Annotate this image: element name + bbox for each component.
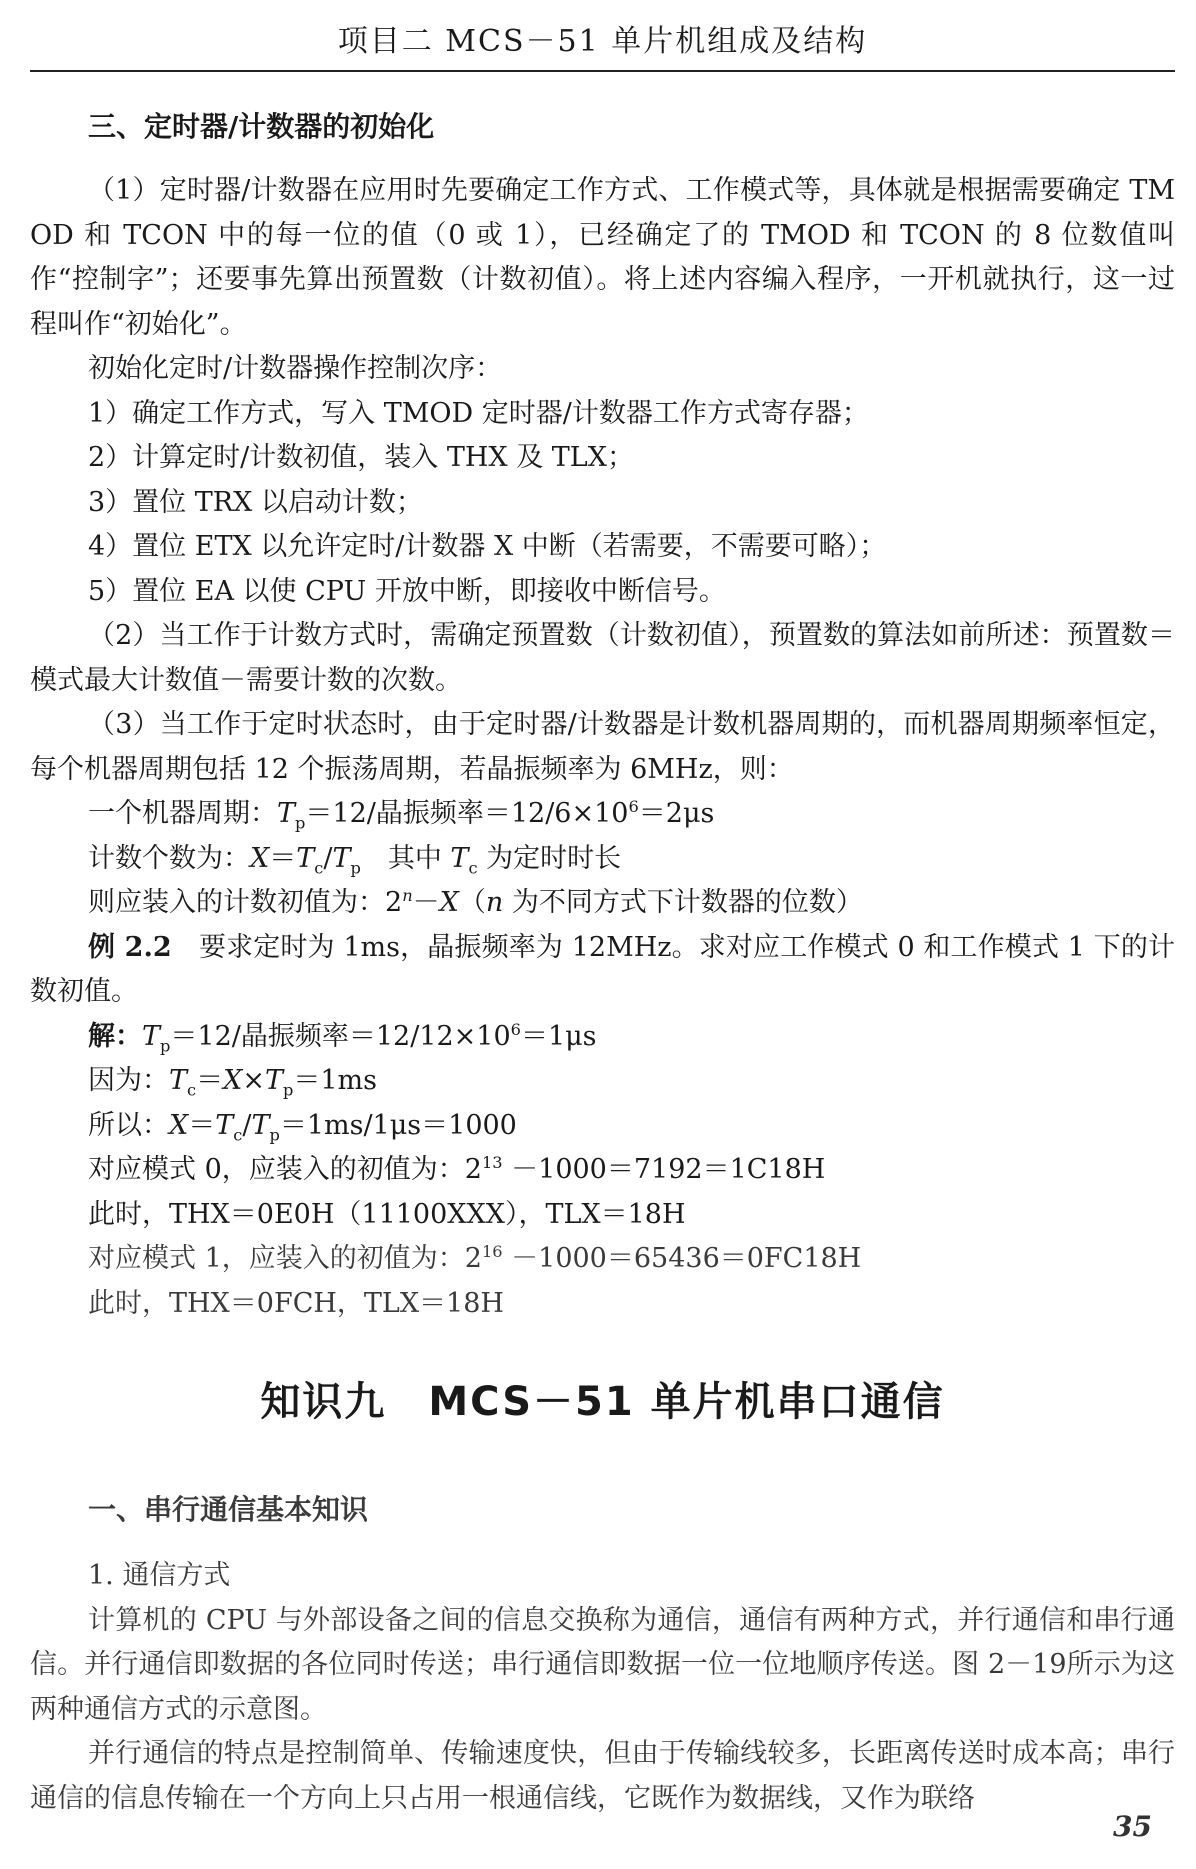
solution-line: 解：$T_p=12/$晶振频率$=12/12\times 10^6=1\mu s$ [88, 1019, 597, 1055]
formula-count-number: 计数个数为：$X=T_c/T_p$ 其中 $T_c$ 为定时时长 [88, 842, 622, 877]
header-rule [30, 70, 1175, 72]
paragraph-timer-mode: （3）当工作于定时状态时，由于定时器/计数器是计数机器周期的，而机器周期频率恒定，每个机器周期包括 12 个振荡周期，若晶振频率为 6MHz，则： [30, 709, 1175, 785]
therefore-line: 所以：$X=T_c/T_p=1ms/1\mu s=1000$ [88, 1109, 517, 1144]
mode0-registers: 此时，THX＝0E0H（11100XXX），TLX＝18H [88, 1198, 686, 1230]
mode0-initial-value: 对应模式 0，应装入的初值为：$2^{13} -1000=7192=1C18H$ [88, 1153, 826, 1185]
section-heading-serial-basics: 一、串行通信基本知识 [88, 1493, 369, 1526]
mode1-initial-value: 对应模式 1，应装入的初值为：$2^{16} -1000=65436=0FC18H$ [88, 1242, 862, 1274]
subheading-comm-modes: 1. 通信方式 [88, 1560, 231, 1591]
example-label: 例 2.2 [88, 931, 172, 963]
init-step-5: 5）置位 EA 以使 CPU 开放中断，即接收中断信号。 [88, 575, 726, 607]
paragraph-parallel-features: 并行通信的特点是控制简单、传输速度快，但由于传输线较多，长距离传送时成本高；串行通信的信息传输在一个方向上只占用一根通信线，它既作为数据线，又作为联络 [30, 1738, 1175, 1814]
init-step-1: 1）确定工作方式，写入 TMOD 定时器/计数器工作方式寄存器； [88, 397, 869, 429]
init-order-intro: 初始化定时/计数器操作控制次序： [88, 353, 503, 384]
page-number: 35 [1113, 1810, 1152, 1843]
init-step-2: 2）计算定时/计数初值，装入 THX 及 TLX； [88, 442, 634, 473]
section-heading-timer-init: 三、定时器/计数器的初始化 [88, 110, 435, 143]
paragraph-count-mode: （2）当工作于计数方式时，需确定预置数（计数初值），预置数的算法如前所述：预置数＝模式最大计数值－需要计数的次数。 [30, 620, 1175, 696]
formula-initial-value: 则应装入的计数初值为：$2^n-X(n$ 为不同方式下计数器的位数） [88, 886, 863, 918]
chapter-title: 知识九 MCS－51 单片机串口通信 [260, 1379, 945, 1425]
mode1-registers: 此时，THX＝0FCH，TLX＝18H [88, 1287, 504, 1319]
running-header: 项目二 MCS－51 单片机组成及结构 [337, 24, 868, 59]
example-2-2: 例 2.2 要求定时为 1ms，晶振频率为 12MHz。求对应工作模式 0 和工作模式 1 下的计数初值。 [30, 931, 1175, 1007]
init-step-3: 3）置位 TRX 以启动计数； [88, 486, 423, 518]
paragraph-init-intro: （1）定时器/计数器在应用时先要确定工作方式、工作模式等，具体就是根据需要确定 TMOD 和 TCON 中的每一位的值（0 或 1），已经确定了的 TMOD 和 TCON 的 8 位数值叫作“控制字”；还要事先算出预置数（计数初值）。将上述内容编入程序，一开机就执行，这一过程叫作“初始化”。 [30, 175, 1175, 340]
page-body [30, 105, 1175, 1821]
because-line: 因为：$T_c=X\times T_p=1ms$ [88, 1065, 377, 1100]
formula-machine-cycle: 一个机器周期：$T_p=12/$晶振频率$=12/6\times 10^6=2\mu s$ [88, 797, 715, 833]
paragraph-comm-modes: 计算机的 CPU 与外部设备之间的信息交换称为通信，通信有两种方式，并行通信和串行通信。并行通信即数据的各位同时传送；串行通信即数据一位一位地顺序传送。图 2－19所示为这两种通信方式的示意图。 [30, 1604, 1175, 1725]
init-step-4: 4）置位 ETX 以允许定时/计数器 X 中断（若需要，不需要可略）； [88, 531, 887, 562]
